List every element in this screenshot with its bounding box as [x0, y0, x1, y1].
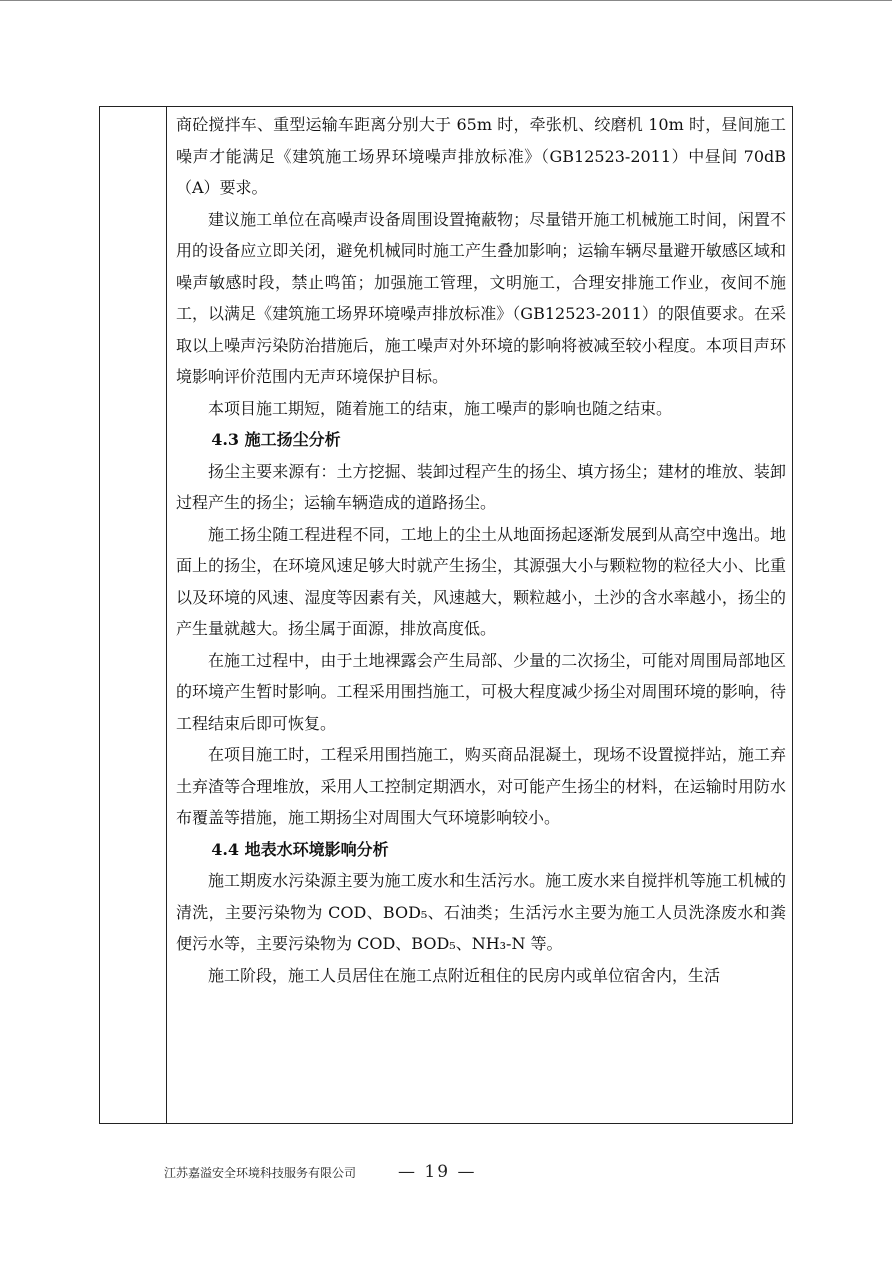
paragraph: 建议施工单位在高噪声设备周围设置掩蔽物；尽量错开施工机械施工时间，闲置不用的设备应立即关闭，避免机械同时施工产生叠加影响；运输车辆尽量避开敏感区域和噪声敏感时段，禁止鸣笛；加强施工管理，文明施工，合理安排施工作业，夜间不施工，以满足《建筑施工场界环境噪声排放标准》（GB12523-2011）的限值要求。在采取以上噪声污染防治措施后，施工噪声对外环境的影响将被减至较小程度。本项目声环境影响评价范围内无声环境保护目标。 [176, 209, 786, 386]
paragraph: 施工期废水污染源主要为施工废水和生活污水。施工废水来自搅拌机等施工机械的清洗，主要污染物为 COD、BOD₅、石油类；生活污水主要为施工人员洗涤废水和粪便污水等，主要污染物为 COD、BOD₅、NH₃-N 等。 [176, 871, 786, 953]
paragraph: 商砼搅拌车、重型运输车距离分别大于 65m 时，牵张机、绞磨机 10m 时，昼间施工噪声才能满足《建筑施工场界环境噪声排放标准》（GB12523-2011）中昼间 70dB（A）要求。 [176, 115, 786, 197]
paragraph: 施工阶段，施工人员居住在施工点附近租住的民房内或单位宿舍内，生活 [208, 965, 721, 985]
table-frame [99, 106, 793, 1124]
paragraph: 施工扬尘随工程进程不同，工地上的尘土从地面扬起逐渐发展到从高空中逸出。地面上的扬尘，在环境风速足够大时就产生扬尘，其源强大小与颗粒物的粒径大小、比重以及环境的风速、湿度等因素有关，风速越大，颗粒越小，土沙的含水率越小，扬尘的产生量就越大。扬尘属于面源，排放高度低。 [176, 524, 786, 638]
top-rule [0, 0, 892, 1]
company-name: 江苏嘉溢安全环境科技服务有限公司 [164, 1166, 357, 1180]
column-divider [166, 107, 167, 1123]
section-heading: 4.3 施工扬尘分析 [211, 430, 341, 449]
section-heading: 4.4 地表水环境影响分析 [211, 839, 389, 859]
page-number: — 19 — [398, 1162, 477, 1182]
content-cell [176, 109, 786, 991]
paragraph: 扬尘主要来源有：土方挖掘、装卸过程产生的扬尘、填方扬尘；建材的堆放、装卸过程产生的扬尘；运输车辆造成的道路扬尘。 [176, 461, 786, 512]
page-footer [0, 1162, 892, 1192]
paragraph: 在施工过程中，由于土地裸露会产生局部、少量的二次扬尘，可能对周围局部地区的环境产生暂时影响。工程采用围挡施工，可极大程度减少扬尘对周围环境的影响，待工程结束后即可恢复。 [176, 650, 786, 733]
paragraph: 本项目施工期短，随着施工的结束，施工噪声的影响也随之结束。 [208, 398, 673, 418]
paragraph: 在项目施工时，工程采用围挡施工，购买商品混凝土，现场不设置搅拌站，施工弃土弃渣等合理堆放，采用人工控制定期洒水，对可能产生扬尘的材料，在运输时用防水布覆盖等措施，施工期扬尘对周围大气环境影响较小。 [176, 745, 786, 827]
